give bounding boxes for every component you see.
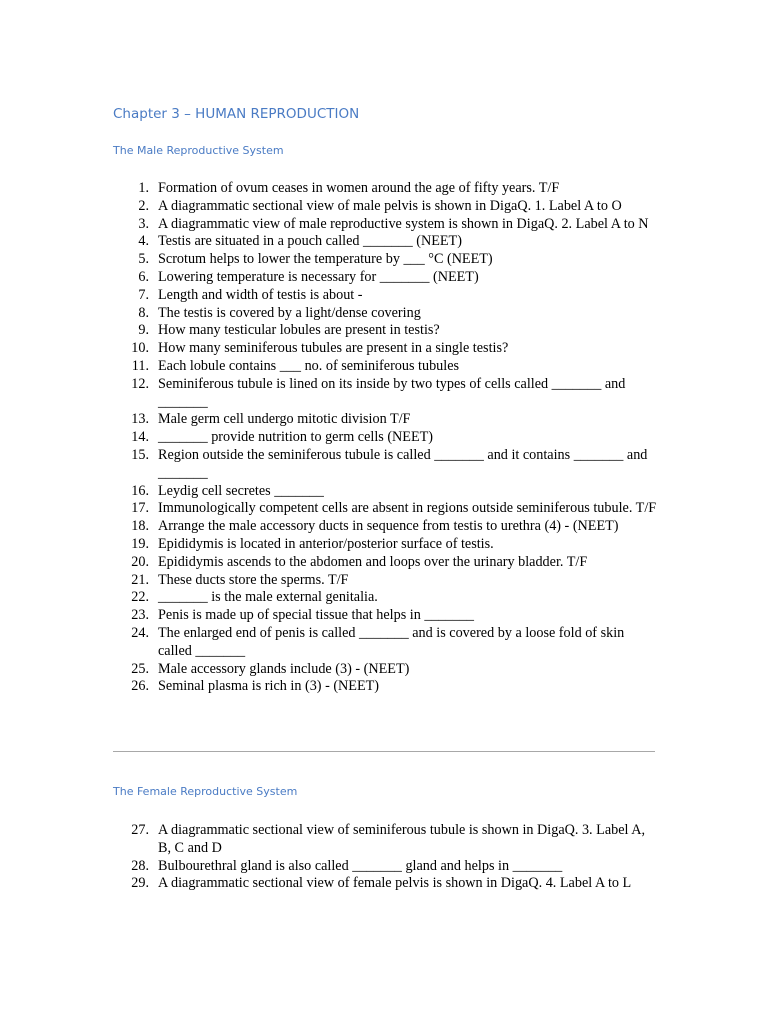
question-text: Each lobule contains ___ no. of seminiferous tubules [158,357,460,374]
question-number: 23. [131,607,149,624]
question-number: 29. [131,875,149,892]
question-number: 18. [131,518,149,535]
question-item [113,340,658,358]
question-text: Length and width of testis is about - [158,286,363,303]
question-item [113,625,658,661]
question-item [113,589,658,607]
question-text: How many seminiferous tubules are present in a single testis? [158,340,509,357]
question-item [113,198,658,216]
question-number: 10. [131,340,149,357]
question-number: 2. [138,197,149,214]
question-number: 4. [138,233,149,250]
question-item [113,322,658,340]
question-number: 22. [131,589,149,606]
question-number: 17. [131,500,149,517]
question-text: Bulbourethral gland is also called _______ gland and helps in _______ [158,857,563,874]
question-text: Epididymis ascends to the abdomen and loops over the urinary bladder. T/F [158,553,588,570]
question-number: 21. [131,571,149,588]
question-number: 25. [131,660,149,677]
question-text: The testis is covered by a light/dense covering [158,304,421,321]
question-item [113,554,658,572]
question-text: The enlarged end of penis is called _______ and is covered by a loose fold of skin called _______ [158,624,625,659]
question-item [113,251,658,269]
male-question-list [113,180,658,696]
question-item [113,500,658,518]
question-item [113,376,658,412]
question-text: These ducts store the sperms. T/F [158,571,349,588]
question-item [113,536,658,554]
question-text: Seminiferous tubule is lined on its inside by two types of cells called _______ and _______ [158,375,626,410]
question-text: A diagrammatic sectional view of female pelvis is shown in DigaQ. 4. Label A to L [158,875,632,892]
question-number: 24. [131,624,149,641]
question-item [113,661,658,679]
question-number: 13. [131,411,149,428]
chapter-title: Chapter 3 – HUMAN REPRODUCTION [113,106,360,122]
question-item [113,429,658,447]
male-section-title: The Male Reproductive System [113,144,284,157]
female-question-list [113,822,658,893]
question-item [113,572,658,590]
question-text: Scrotum helps to lower the temperature by ___ °C (NEET) [158,251,493,268]
question-number: 14. [131,429,149,446]
question-item [113,305,658,323]
question-item [113,358,658,376]
question-text: Arrange the male accessory ducts in sequence from testis to urethra (4) - (NEET) [158,518,619,535]
question-item [113,483,658,501]
question-number: 9. [138,322,149,339]
question-item [113,518,658,536]
question-text: A diagrammatic sectional view of seminiferous tubule is shown in DigaQ. 3. Label A, B, C and D [158,822,646,856]
question-item [113,607,658,625]
question-item [113,216,658,234]
question-number: 11. [131,357,149,374]
question-text: Seminal plasma is rich in (3) - (NEET) [158,678,380,695]
question-item [113,678,658,696]
question-text: Lowering temperature is necessary for _______ (NEET) [158,268,479,285]
question-text: How many testicular lobules are present in testis? [158,322,440,339]
question-number: 28. [131,857,149,874]
question-text: Leydig cell secretes _______ [158,482,324,499]
question-number: 3. [138,215,149,232]
female-section-title: The Female Reproductive System [113,785,298,798]
question-number: 12. [131,375,149,392]
question-text: Male germ cell undergo mitotic division T/F [158,411,411,428]
question-number: 5. [138,251,149,268]
question-item [113,180,658,198]
question-number: 19. [131,535,149,552]
question-number: 6. [138,268,149,285]
question-text: _______ is the male external genitalia. [158,589,378,606]
question-text: Penis is made up of special tissue that helps in _______ [158,607,475,624]
question-text: A diagrammatic view of male reproductive system is shown in DigaQ. 2. Label A to N [158,215,649,232]
question-number: 26. [131,678,149,695]
question-text: Male accessory glands include (3) - (NEET) [158,660,410,677]
question-item [113,269,658,287]
question-item [113,411,658,429]
question-number: 16. [131,482,149,499]
question-number: 7. [138,286,149,303]
question-text: Epididymis is located in anterior/posterior surface of testis. [158,535,494,552]
section-divider [113,751,655,752]
question-item [113,875,658,893]
question-text: A diagrammatic sectional view of male pelvis is shown in DigaQ. 1. Label A to O [158,197,622,214]
question-text: Testis are situated in a pouch called _______ (NEET) [158,233,462,250]
question-number: 15. [131,446,149,463]
question-text: Region outside the seminiferous tubule is called _______ and it contains _______ and _______ [158,446,648,481]
question-item [113,858,658,876]
question-item [113,447,658,483]
question-number: 27. [131,822,149,838]
question-item [113,822,658,858]
question-text: Immunologically competent cells are absent in regions outside seminiferous tubule. T/F [158,500,657,517]
question-number: 20. [131,553,149,570]
question-text: _______ provide nutrition to germ cells (NEET) [158,429,434,446]
question-number: 8. [138,304,149,321]
question-number: 1. [138,180,149,196]
question-item [113,233,658,251]
question-item [113,287,658,305]
question-text: Formation of ovum ceases in women around the age of fifty years. T/F [158,180,560,196]
